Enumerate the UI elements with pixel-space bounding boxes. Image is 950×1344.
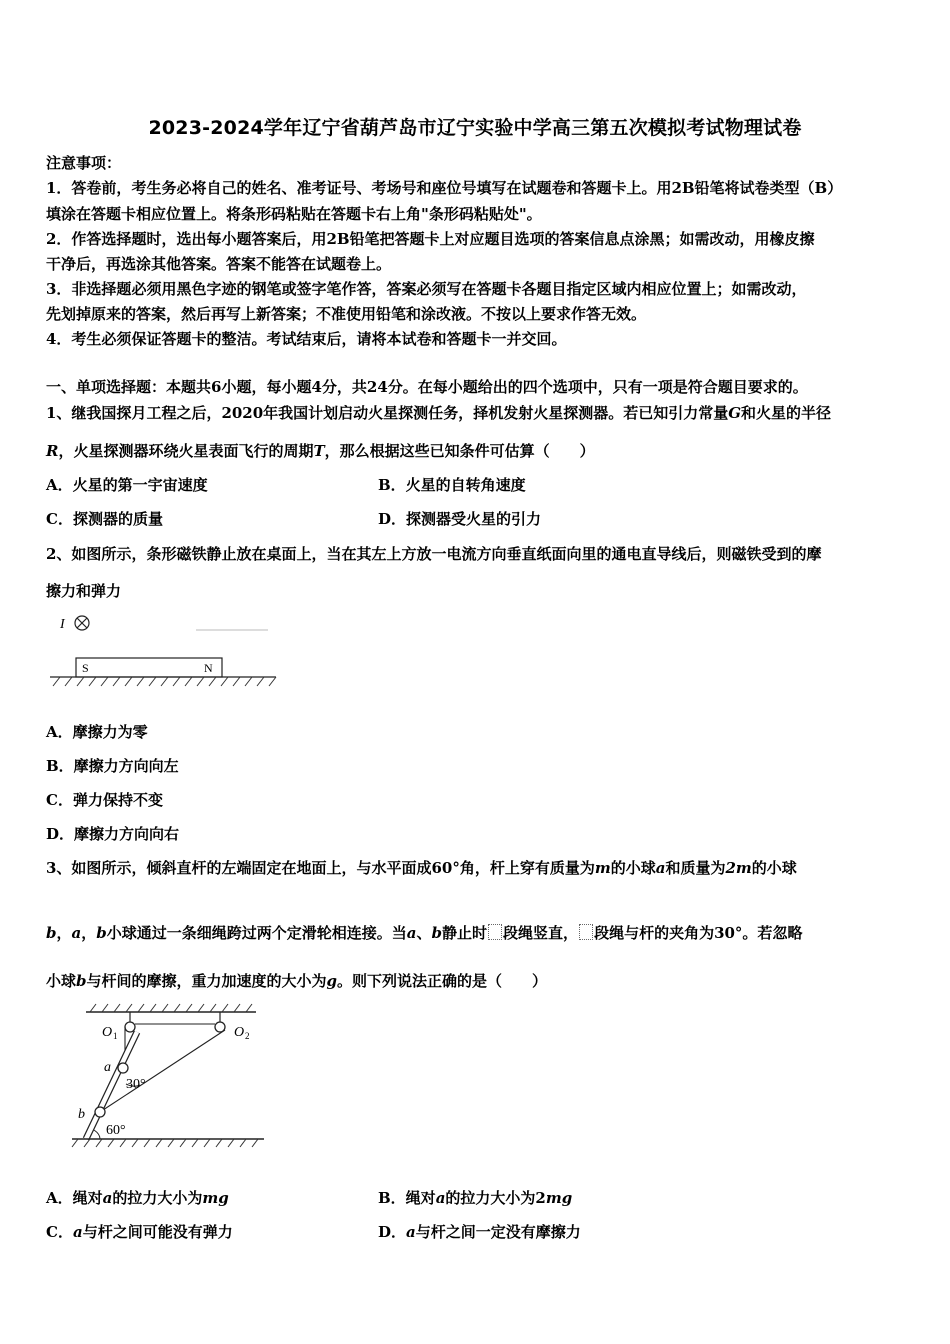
q2-option-d[interactable]: D．摩擦力方向向右 [46, 825, 180, 843]
angle-60-arc [94, 1130, 100, 1139]
q1-option-a[interactable]: A．火星的第一宇宙速度 [46, 476, 208, 494]
b-label: b [78, 1107, 85, 1122]
o1-subscript: 1 [113, 1031, 118, 1041]
q3-option-d[interactable]: D．a与杆之间一定没有摩擦力 [378, 1223, 581, 1241]
q2-stem-line2: 擦力和弹力 [46, 582, 122, 600]
missing-glyph-icon [488, 924, 502, 940]
pulley-o1 [125, 1022, 135, 1032]
page-title: 2023-2024学年辽宁省葫芦岛市辽宁实验中学高三第五次模拟考试物理试卷 [148, 117, 802, 139]
o2-label: O [234, 1025, 245, 1040]
q2-stem-line1: 2、如图所示，条形磁铁静止放在桌面上，当在其左上方放一电流方向垂直纸面向里的通电直导线后，则磁铁受到的摩 [46, 545, 822, 563]
q3-option-a[interactable]: A．绳对a的拉力大小为mg [46, 1189, 229, 1207]
q2-magnet-figure [46, 610, 286, 692]
notice-line: 4．考生必须保证答题卡的整洁。考试结束后，请将本试卷和答题卡一并交回。 [46, 330, 567, 348]
current-label: I [60, 617, 65, 632]
q1-option-d[interactable]: D．探测器受火星的引力 [378, 510, 542, 528]
q3-stem-line2: b，a，b小球通过一条细绳跨过两个定滑轮相连接。当a、b静止时 段绳竖直， 段绳与杆的夹角为30°。若忽略 [46, 924, 803, 942]
q2-option-a[interactable]: A．摩擦力为零 [46, 723, 148, 741]
notice-line: 填涂在答题卡相应位置上。将条形码粘贴在答题卡右上角"条形码粘贴处"。 [46, 205, 542, 223]
q3-option-b[interactable]: B．绳对a的拉力大小为2mg [378, 1189, 573, 1207]
angle-60-label: 60° [106, 1123, 126, 1138]
table-hatching [53, 677, 276, 686]
notice-line: 2．作答选择题时，选出每小题答案后，用2B铅笔把答题卡上对应题目选项的答案信息点涂黑；如需改动，用橡皮擦 [46, 230, 815, 248]
q3-stem-line3: 小球b与杆间的摩擦，重力加速度的大小为g。则下列说法正确的是（ ） [46, 972, 548, 990]
q1-stem-line2: R，火星探测器环绕火星表面飞行的周期T，那么根据这些已知条件可估算（ ） [46, 442, 595, 460]
bar-magnet [76, 658, 222, 677]
magnet-s-pole: S [82, 661, 89, 675]
q3-option-c[interactable]: C．a与杆之间可能没有弹力 [46, 1223, 233, 1241]
angle-30-label: 30° [126, 1077, 146, 1092]
ball-b [95, 1107, 105, 1117]
q1-option-b[interactable]: B．火星的自转角速度 [378, 476, 526, 494]
notice-heading: 注意事项： [46, 154, 122, 172]
ceiling [86, 1004, 256, 1012]
ground [72, 1139, 264, 1147]
q3-pulley-figure [66, 1000, 276, 1152]
q3-stem-line1: 3、如图所示，倾斜直杆的左端固定在地面上，与水平面成60°角，杆上穿有质量为m的小球a和质量为2m的小球 [46, 859, 797, 877]
notice-line: 1．答卷前，考生务必将自己的姓名、准考证号、考场号和座位号填写在试题卷和答题卡上。用2B铅笔将试卷类型（B） [46, 179, 843, 197]
magnet-n-pole: N [204, 661, 213, 675]
ball-a [118, 1063, 128, 1073]
section-heading: 一、单项选择题：本题共6小题，每小题4分，共24分。在每小题给出的四个选项中，只有一项是符合题目要求的。 [46, 378, 808, 396]
o1-label: O [102, 1025, 113, 1040]
notice-line: 干净后，再选涂其他答案。答案不能答在试题卷上。 [46, 255, 392, 273]
q1-stem-line1: 1、继我国探月工程之后，2020年我国计划启动火星探测任务，择机发射火星探测器。若已知引力常量G和火星的半径 [46, 404, 832, 422]
q2-option-c[interactable]: C．弹力保持不变 [46, 791, 163, 809]
a-label: a [104, 1060, 111, 1075]
o2-subscript: 2 [245, 1031, 250, 1041]
missing-glyph-icon [579, 924, 593, 940]
current-into-page-icon [75, 616, 89, 630]
notice-line: 3．非选择题必须用黑色字迹的钢笔或签字笔作答，答案必须写在答题卡各题目指定区域内相应位置上；如需改动， [46, 280, 807, 298]
notice-line: 先划掉原来的答案，然后再写上新答案；不准使用铅笔和涂改液。不按以上要求作答无效。 [46, 305, 647, 323]
q2-option-b[interactable]: B．摩擦力方向向左 [46, 757, 179, 775]
q1-option-c[interactable]: C．探测器的质量 [46, 510, 163, 528]
